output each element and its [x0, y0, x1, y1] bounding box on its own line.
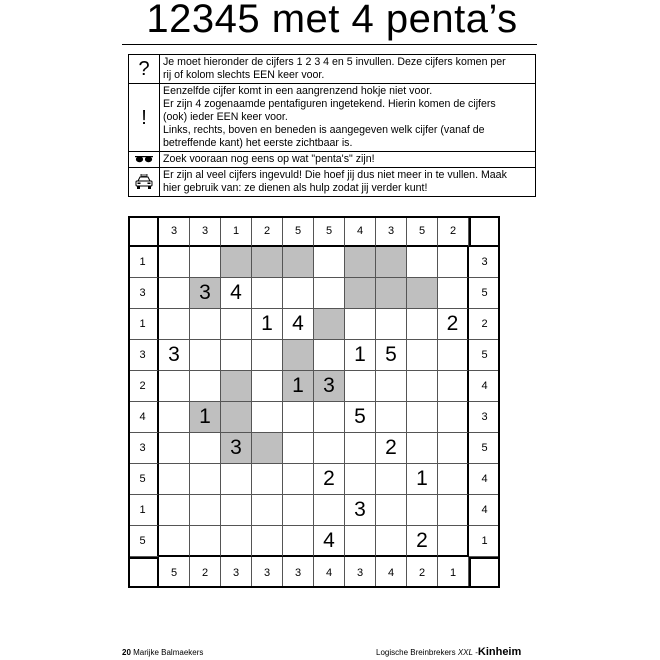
- top-clue: 3: [376, 216, 407, 247]
- instruction-text: [160, 152, 536, 168]
- sunglasses-icon: [129, 152, 160, 168]
- grid-cell[interactable]: 3: [314, 371, 345, 402]
- left-clue: 1: [128, 495, 159, 526]
- grid-cell[interactable]: [314, 402, 345, 433]
- grid-cell[interactable]: [252, 340, 283, 371]
- corner-cell: [128, 216, 159, 247]
- grid-cell[interactable]: [159, 433, 190, 464]
- instruction-line: Links, rechts, boven en beneden is aangegeven welk cijfer (vanaf de: [163, 124, 485, 136]
- grid-cell[interactable]: 1: [283, 371, 314, 402]
- grid-cell[interactable]: [221, 495, 252, 526]
- page-title: 12345 met 4 penta’s: [146, 0, 518, 41]
- grid-cell[interactable]: [252, 526, 283, 557]
- grid-cell[interactable]: [376, 247, 407, 278]
- grid-cell[interactable]: 1: [407, 464, 438, 495]
- grid-cell[interactable]: [159, 402, 190, 433]
- grid-cell[interactable]: [190, 340, 221, 371]
- grid-cell[interactable]: [221, 371, 252, 402]
- top-clue: 3: [190, 216, 221, 247]
- grid-cell[interactable]: [345, 433, 376, 464]
- grid-cell[interactable]: [190, 371, 221, 402]
- footer-separator: -: [475, 648, 478, 657]
- bottom-clue: 1: [438, 557, 469, 588]
- left-clue: 2: [128, 371, 159, 402]
- grid-cell[interactable]: [283, 464, 314, 495]
- bottom-clue: 3: [252, 557, 283, 588]
- grid-cell[interactable]: [314, 495, 345, 526]
- grid-cell[interactable]: [376, 495, 407, 526]
- bottom-clue: 3: [221, 557, 252, 588]
- grid-cell[interactable]: [159, 309, 190, 340]
- grid-cell[interactable]: 3: [221, 433, 252, 464]
- instruction-line: betreffende kant) het eerste zichtbaar is.: [163, 137, 353, 149]
- grid-cell[interactable]: [190, 309, 221, 340]
- grid-cell[interactable]: [283, 340, 314, 371]
- grid-cell[interactable]: 5: [376, 340, 407, 371]
- grid-cell[interactable]: [376, 402, 407, 433]
- grid-cell[interactable]: [438, 402, 469, 433]
- top-clue: 5: [314, 216, 345, 247]
- grid-cell[interactable]: [345, 247, 376, 278]
- left-clue: 5: [128, 464, 159, 495]
- grid-cell[interactable]: [221, 402, 252, 433]
- corner-cell: [469, 557, 500, 588]
- series-suffix: XXL: [457, 648, 473, 657]
- puzzle-grid: [128, 216, 500, 588]
- grid-cell[interactable]: [190, 247, 221, 278]
- grid-cell[interactable]: [407, 247, 438, 278]
- top-clue: 4: [345, 216, 376, 247]
- right-clue: 4: [469, 464, 500, 495]
- grid-cell[interactable]: [407, 371, 438, 402]
- top-clue: 2: [252, 216, 283, 247]
- grid-cell[interactable]: [190, 433, 221, 464]
- grid-cell[interactable]: 2: [407, 526, 438, 557]
- grid-cell[interactable]: [407, 495, 438, 526]
- left-clue: 3: [128, 278, 159, 309]
- footer-left: [122, 648, 203, 657]
- grid-cell[interactable]: 3: [159, 340, 190, 371]
- grid-cell[interactable]: [221, 464, 252, 495]
- grid-cell[interactable]: [376, 309, 407, 340]
- grid-cell[interactable]: 4: [283, 309, 314, 340]
- instruction-text: [160, 168, 536, 197]
- grid-cell[interactable]: [314, 309, 345, 340]
- bottom-clue: 2: [190, 557, 221, 588]
- grid-cell[interactable]: [190, 495, 221, 526]
- grid-cell[interactable]: [221, 526, 252, 557]
- grid-cell[interactable]: [190, 526, 221, 557]
- instruction-row: [129, 152, 536, 168]
- grid-cell[interactable]: [438, 371, 469, 402]
- grid-cell[interactable]: [314, 278, 345, 309]
- grid-cell[interactable]: 5: [345, 402, 376, 433]
- grid-cell[interactable]: 2: [376, 433, 407, 464]
- right-clue: 2: [469, 309, 500, 340]
- instruction-line: Je moet hieronder de cijfers 1 2 3 4 en 5 invullen. Deze cijfers komen per: [163, 56, 506, 68]
- grid-cell[interactable]: [159, 371, 190, 402]
- bottom-clue: 4: [376, 557, 407, 588]
- bottom-clue: 2: [407, 557, 438, 588]
- grid-cell[interactable]: [438, 340, 469, 371]
- grid-cell[interactable]: [314, 247, 345, 278]
- grid-cell[interactable]: [252, 278, 283, 309]
- top-clue: 5: [407, 216, 438, 247]
- bottom-clue: 3: [283, 557, 314, 588]
- instruction-line: Er zijn al veel cijfers ingevuld! Die hoef jij dus niet meer in te vullen. Maak: [163, 169, 507, 181]
- grid-cell[interactable]: [407, 340, 438, 371]
- grid-cell[interactable]: [221, 340, 252, 371]
- grid-cell[interactable]: [252, 433, 283, 464]
- right-clue: 5: [469, 278, 500, 309]
- instruction-row: [129, 55, 536, 84]
- grid-cell[interactable]: [376, 464, 407, 495]
- grid-cell[interactable]: [407, 433, 438, 464]
- grid-cell[interactable]: 2: [438, 309, 469, 340]
- grid-cell[interactable]: [283, 433, 314, 464]
- grid-cell[interactable]: [438, 526, 469, 557]
- left-clue: 1: [128, 247, 159, 278]
- grid-cell[interactable]: 1: [190, 402, 221, 433]
- author-name: Marijke Balmaekers: [133, 648, 204, 657]
- grid-cell[interactable]: [407, 309, 438, 340]
- grid-cell[interactable]: [252, 495, 283, 526]
- grid-cell[interactable]: [438, 247, 469, 278]
- instruction-text: [160, 55, 536, 84]
- grid-cell[interactable]: [438, 464, 469, 495]
- grid-cell[interactable]: 2: [314, 464, 345, 495]
- instruction-line: Er zijn 4 zogenaamde pentafiguren ingetekend. Hierin komen de cijfers: [163, 98, 496, 110]
- instruction-line: Eenzelfde cijfer komt in een aangrenzend hokje niet voor.: [163, 85, 433, 97]
- grid-cell[interactable]: 1: [252, 309, 283, 340]
- grid-cell[interactable]: [407, 402, 438, 433]
- grid-cell[interactable]: [345, 309, 376, 340]
- top-clue: 1: [221, 216, 252, 247]
- grid-cell[interactable]: [438, 495, 469, 526]
- top-clue: 3: [159, 216, 190, 247]
- page-number: 20: [122, 648, 131, 657]
- grid-cell[interactable]: [283, 526, 314, 557]
- grid-cell[interactable]: [407, 278, 438, 309]
- grid-cell[interactable]: [438, 278, 469, 309]
- right-clue: 5: [469, 433, 500, 464]
- instruction-line: Zoek vooraan nog eens op wat "penta's" zijn!: [163, 153, 375, 165]
- bottom-clue: 3: [345, 557, 376, 588]
- right-clue: 3: [469, 247, 500, 278]
- grid-cell[interactable]: 3: [345, 495, 376, 526]
- grid-cell[interactable]: [252, 402, 283, 433]
- grid-cell[interactable]: [376, 526, 407, 557]
- grid-cell[interactable]: [190, 464, 221, 495]
- grid-cell[interactable]: [345, 526, 376, 557]
- instructions-table: [128, 54, 536, 197]
- bottom-clue: 4: [314, 557, 345, 588]
- grid-cell[interactable]: [314, 433, 345, 464]
- taxi-icon: [129, 168, 160, 197]
- grid-cell[interactable]: [345, 278, 376, 309]
- grid-cell[interactable]: [345, 464, 376, 495]
- right-clue: 4: [469, 371, 500, 402]
- series-name: Logische Breinbrekers: [376, 648, 456, 657]
- corner-cell: [128, 557, 159, 588]
- grid-cell[interactable]: [252, 247, 283, 278]
- corner-cell: [469, 216, 500, 247]
- publisher-brand: Kinheim: [477, 646, 522, 658]
- grid-cell[interactable]: [221, 309, 252, 340]
- grid-cell[interactable]: [438, 433, 469, 464]
- left-clue: 1: [128, 309, 159, 340]
- grid-cell[interactable]: [221, 247, 252, 278]
- right-clue: 5: [469, 340, 500, 371]
- instruction-row: [129, 84, 536, 152]
- bottom-clue: 5: [159, 557, 190, 588]
- grid-cell[interactable]: [252, 464, 283, 495]
- grid-cell[interactable]: 4: [314, 526, 345, 557]
- grid-cell[interactable]: [283, 495, 314, 526]
- grid-cell[interactable]: [376, 278, 407, 309]
- left-clue: 3: [128, 340, 159, 371]
- right-clue: 4: [469, 495, 500, 526]
- grid-cell[interactable]: 3: [190, 278, 221, 309]
- grid-cell[interactable]: [159, 247, 190, 278]
- grid-cell[interactable]: [283, 247, 314, 278]
- grid-cell[interactable]: [252, 371, 283, 402]
- top-clue: 2: [438, 216, 469, 247]
- grid-cell[interactable]: [345, 371, 376, 402]
- footer-right: [376, 646, 521, 658]
- grid-cell[interactable]: [283, 402, 314, 433]
- grid-cell[interactable]: [159, 526, 190, 557]
- instruction-row: [129, 168, 536, 197]
- left-clue: 5: [128, 526, 159, 557]
- question-mark-icon: ?: [129, 55, 160, 84]
- instruction-line: rij of kolom slechts EEN keer voor.: [163, 69, 325, 81]
- instruction-line: (ook) ieder EEN keer voor.: [163, 111, 288, 123]
- exclamation-mark-icon: !: [129, 84, 160, 152]
- instruction-text: [160, 84, 536, 152]
- grid-cell[interactable]: [159, 278, 190, 309]
- grid-cell[interactable]: [159, 464, 190, 495]
- top-clue: 5: [283, 216, 314, 247]
- grid-cell[interactable]: [376, 371, 407, 402]
- title-divider: [122, 44, 537, 45]
- left-clue: 4: [128, 402, 159, 433]
- right-clue: 1: [469, 526, 500, 557]
- grid-cell[interactable]: 1: [345, 340, 376, 371]
- right-clue: 3: [469, 402, 500, 433]
- left-clue: 3: [128, 433, 159, 464]
- grid-cell[interactable]: [283, 278, 314, 309]
- grid-cell[interactable]: [159, 495, 190, 526]
- grid-cell[interactable]: [314, 340, 345, 371]
- instruction-line: hier gebruik van: ze dienen als hulp zodat jij verder kunt!: [163, 182, 428, 194]
- grid-cell[interactable]: 4: [221, 278, 252, 309]
